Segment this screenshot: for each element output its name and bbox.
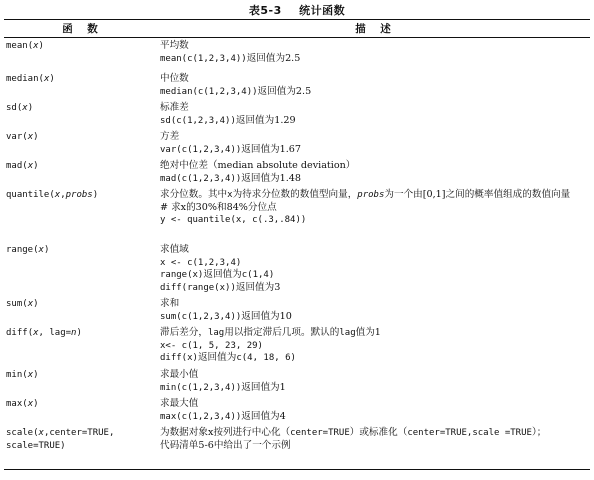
description-title: 方差 [160, 131, 180, 142]
example-line: diff(range(x))返回值为3 [160, 281, 281, 293]
function-description [156, 369, 590, 398]
table-bottom-rule [4, 469, 590, 470]
function-signature: sd(x) [6, 103, 34, 113]
table-caption: 表5-3 统计函数 [248, 4, 346, 17]
description-title: 平均数 [160, 40, 189, 51]
example-line: min(c(1,2,3,4))返回值为1 [160, 381, 286, 393]
example-line: median(c(1,2,3,4))返回值为2.5 [160, 85, 312, 97]
function-signature: quantile(x,probs) [6, 190, 99, 200]
function-description [156, 244, 590, 298]
description-note: 代码清单5-6中给出了一个示例 [160, 439, 291, 451]
function-description [156, 102, 590, 131]
function-description [156, 327, 590, 369]
description-title: 求最小值 [160, 369, 199, 380]
description-title: 中位数 [160, 73, 189, 84]
function-signature: sum(x) [6, 299, 39, 309]
function-name: mean [6, 41, 28, 51]
function-signature: mean(x) [6, 41, 44, 51]
table-row [4, 131, 590, 160]
description-title: 绝对中位差（median absolute deviation） [160, 160, 356, 171]
function-signature: range(x) [6, 245, 50, 255]
example-line: var(c(1,2,3,4))返回值为1.67 [160, 143, 302, 155]
example-line: sum(c(1,2,3,4))返回值为10 [160, 310, 292, 322]
table-row [4, 38, 590, 73]
description-title: 标准差 [160, 102, 189, 113]
table-row [4, 369, 590, 398]
function-signature: mad(x) [6, 161, 39, 171]
function-description [156, 298, 590, 327]
description-title: 求最大值 [160, 398, 199, 409]
table-row [4, 102, 590, 131]
function-arg: x [33, 41, 39, 51]
table-row [4, 427, 590, 469]
function-description [156, 189, 590, 244]
example-line: mean(c(1,2,3,4))返回值为2.5 [160, 52, 301, 64]
table-row [4, 244, 590, 298]
example-line: mad(c(1,2,3,4))返回值为1.48 [160, 172, 302, 184]
description-title: 求分位数。其中x为待求分位数的数值型向量，probs为一个由[0,1]之间的概率值组成的数值向量 [160, 189, 571, 200]
header-description: 描 述 [355, 23, 391, 35]
description-title: 求和 [160, 298, 180, 309]
description-title: 滞后差分，lag用以指定滞后几项。默认的lag值为1 [160, 327, 381, 338]
example-line: max(c(1,2,3,4))返回值为4 [160, 410, 286, 422]
table-row [4, 298, 590, 327]
example-line: diff(x)返回值为c(4, 18, 6) [160, 352, 296, 363]
stats-function-table [4, 19, 590, 470]
example-line: x <- c(1,2,3,4) [160, 257, 242, 268]
code-comment: # 求x的30%和84%分位点 [160, 201, 277, 213]
function-description [156, 131, 590, 160]
table-header [4, 20, 590, 37]
function-description [156, 160, 590, 189]
table-row [4, 160, 590, 189]
function-description [156, 73, 590, 102]
table-row [4, 189, 590, 244]
function-signature: median(x) [6, 74, 55, 84]
function-signature: diff(x, lag=n) [6, 328, 82, 338]
description-title: 为数据对象x按列进行中心化（center=TRUE）或标准化（center=TRUE,scale =TRUE）； [160, 427, 547, 438]
function-description [156, 398, 590, 427]
table-row [4, 398, 590, 427]
example-line: y <- quantile(x, c(.3,.84)) [160, 215, 307, 225]
table-row [4, 327, 590, 369]
description-title: 求值域 [160, 244, 189, 255]
function-signature: min(x) [6, 370, 39, 380]
function-signature: var(x) [6, 132, 39, 142]
header-function: 函 数 [62, 23, 98, 35]
table-row [4, 73, 590, 102]
function-description [156, 427, 590, 469]
function-description [156, 40, 590, 73]
example-line: x<- c(1, 5, 23, 29) [160, 340, 263, 351]
function-signature: scale(x,center=TRUE, scale=TRUE) [6, 428, 115, 451]
function-signature: max(x) [6, 399, 39, 409]
example-line: sd(c(1,2,3,4))返回值为1.29 [160, 114, 296, 126]
example-line: range(x)返回值为c(1,4) [160, 269, 275, 280]
